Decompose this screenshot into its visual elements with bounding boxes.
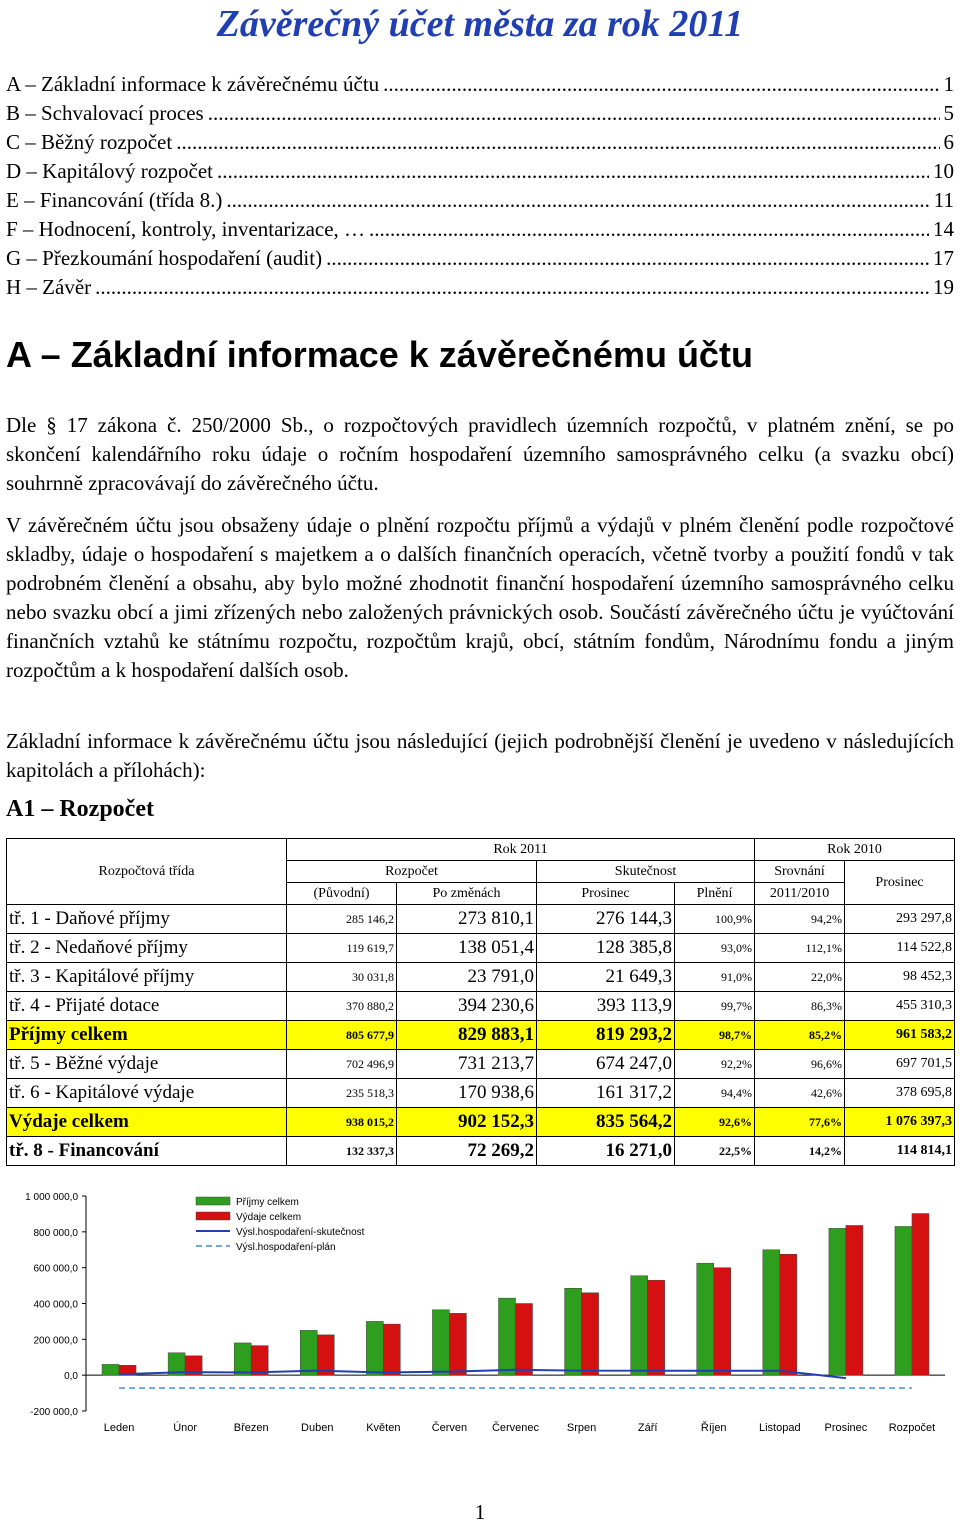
- row-label: tř. 6 - Kapitálové výdaje: [7, 1079, 287, 1108]
- x-tick-label: Srpen: [566, 1422, 597, 1434]
- header-srovnani-period: 2011/2010: [755, 883, 845, 905]
- cell-plneni: 94,4%: [675, 1079, 755, 1108]
- toc-entry[interactable]: [6, 72, 954, 101]
- y-tick-label: -200 000,0: [30, 1407, 78, 1418]
- bar-prijmy: [763, 1250, 780, 1375]
- header-rok-2011: Rok 2011: [287, 839, 755, 861]
- cell-plneni: 98,7%: [675, 1021, 755, 1050]
- toc-dot-leader: [383, 72, 939, 97]
- document-title: Závěrečný účet města za rok 2011: [216, 3, 744, 45]
- bar-prijmy: [234, 1343, 251, 1375]
- cell-prosinec-2010: 378 695,8: [845, 1079, 955, 1108]
- row-label: Výdaje celkem: [7, 1108, 287, 1137]
- header-plneni: Plnění: [675, 883, 755, 905]
- bar-vydaje: [912, 1214, 929, 1376]
- cell-po-zmenach: 829 883,1: [397, 1021, 537, 1050]
- toc-dot-leader: [208, 101, 940, 126]
- cell-puvodni: 285 146,2: [287, 905, 397, 934]
- line-vysledek-skutecnost: [119, 1370, 846, 1378]
- bar-prijmy: [565, 1288, 582, 1375]
- toc-entry[interactable]: [6, 275, 954, 304]
- header-skutecnost: Skutečnost: [537, 861, 755, 883]
- cell-puvodni: 132 337,3: [287, 1137, 397, 1166]
- toc-entry[interactable]: [6, 217, 954, 246]
- toc-dot-leader: [226, 188, 929, 213]
- toc-dot-leader: [326, 246, 929, 271]
- toc-entry-label: B – Schvalovací proces: [6, 101, 204, 125]
- cell-prosinec: 276 144,3: [537, 905, 675, 934]
- cell-po-zmenach: 138 051,4: [397, 934, 537, 963]
- toc-dot-leader: [369, 217, 929, 242]
- section-a-paragraph-3: Základní informace k závěrečnému účtu jsou následující (jejich podrobnější členění je uvedeno v následujících kapitolách a přílohách):: [6, 729, 954, 782]
- budget-table: [6, 838, 955, 1166]
- cell-srovnani: 86,3%: [755, 992, 845, 1021]
- toc-entry-label: G – Přezkoumání hospodaření (audit): [6, 246, 323, 270]
- cell-srovnani: 14,2%: [755, 1137, 845, 1166]
- header-rozpocet: Rozpočet: [287, 861, 537, 883]
- x-tick-label: Červen: [431, 1422, 468, 1434]
- table-row: [7, 1079, 955, 1108]
- cell-plneni: 93,0%: [675, 934, 755, 963]
- cell-srovnani: 77,6%: [755, 1108, 845, 1137]
- cell-srovnani: 22,0%: [755, 963, 845, 992]
- toc-entry-page: 10: [933, 159, 954, 183]
- legend-label: Příjmy celkem: [236, 1197, 299, 1208]
- bar-prijmy: [895, 1226, 912, 1375]
- toc-entry-page: 19: [933, 275, 954, 299]
- row-label: tř. 8 - Financování: [7, 1137, 287, 1166]
- cell-puvodni: 119 619,7: [287, 934, 397, 963]
- bar-prijmy: [102, 1364, 119, 1375]
- page-number: 1: [474, 1500, 486, 1524]
- cell-plneni: 92,2%: [675, 1050, 755, 1079]
- toc-entry-page: 14: [933, 217, 954, 241]
- bar-vydaje: [780, 1254, 797, 1375]
- legend-swatch: [196, 1212, 230, 1220]
- table-of-contents: [6, 72, 954, 304]
- table-row-total: [7, 1108, 955, 1137]
- toc-entry-page: 1: [943, 72, 954, 96]
- row-label: tř. 1 - Daňové příjmy: [7, 905, 287, 934]
- y-tick-label: 0,0: [64, 1371, 78, 1383]
- row-label: tř. 2 - Nedaňové příjmy: [7, 934, 287, 963]
- x-tick-label: Duben: [301, 1422, 334, 1434]
- header-rok-2010: Rok 2010: [755, 839, 955, 861]
- bar-prijmy: [631, 1276, 648, 1375]
- cell-plneni: 100,9%: [675, 905, 755, 934]
- x-tick-label: Leden: [103, 1422, 135, 1434]
- bar-vydaje: [317, 1335, 334, 1375]
- toc-entry[interactable]: [6, 246, 954, 275]
- bar-prijmy: [697, 1263, 714, 1375]
- row-label: tř. 5 - Běžné výdaje: [7, 1050, 287, 1079]
- bar-prijmy: [499, 1298, 516, 1375]
- bar-prijmy: [366, 1321, 383, 1375]
- cell-prosinec-2010: 961 583,2: [845, 1021, 955, 1050]
- cell-po-zmenach: 23 791,0: [397, 963, 537, 992]
- cell-prosinec-2010: 697 701,5: [845, 1050, 955, 1079]
- cell-srovnani: 94,2%: [755, 905, 845, 934]
- cell-prosinec: 128 385,8: [537, 934, 675, 963]
- cell-prosinec: 393 113,9: [537, 992, 675, 1021]
- cell-prosinec: 819 293,2: [537, 1021, 675, 1050]
- toc-entry[interactable]: [6, 188, 954, 217]
- cell-puvodni: 805 677,9: [287, 1021, 397, 1050]
- cell-plneni: 92,6%: [675, 1108, 755, 1137]
- budget-chart: [0, 1178, 960, 1448]
- header-prosinec-2010: Prosinec: [845, 861, 955, 905]
- toc-entry-label: E – Financování (třída 8.): [6, 188, 223, 212]
- bar-prijmy: [829, 1228, 846, 1375]
- cell-prosinec-2010: 455 310,3: [845, 992, 955, 1021]
- legend-label: Výsl.hospodaření-skutečnost: [236, 1227, 365, 1238]
- toc-entry-page: 6: [943, 130, 954, 154]
- bar-vydaje: [846, 1225, 863, 1375]
- cell-plneni: 99,7%: [675, 992, 755, 1021]
- legend-label: Výsl.hospodaření-plán: [236, 1242, 336, 1253]
- cell-prosinec: 674 247,0: [537, 1050, 675, 1079]
- table-row-total: [7, 1021, 955, 1050]
- toc-entry-label: D – Kapitálový rozpočet: [6, 159, 214, 183]
- table-row: [7, 963, 955, 992]
- cell-puvodni: 702 496,9: [287, 1050, 397, 1079]
- cell-prosinec-2010: 114 522,8: [845, 934, 955, 963]
- cell-po-zmenach: 72 269,2: [397, 1137, 537, 1166]
- toc-entry-label: C – Běžný rozpočet: [6, 130, 173, 154]
- toc-entry[interactable]: [6, 159, 954, 188]
- x-tick-label: Březen: [233, 1422, 269, 1434]
- header-puvodni: (Původní): [287, 883, 397, 905]
- bar-vydaje: [582, 1293, 599, 1375]
- bar-vydaje: [449, 1313, 466, 1375]
- toc-entry-page: 11: [933, 188, 954, 212]
- toc-dot-leader: [176, 130, 939, 155]
- y-tick-label: 1 000 000,0: [25, 1192, 78, 1203]
- cell-prosinec: 835 564,2: [537, 1108, 675, 1137]
- row-label: Příjmy celkem: [7, 1021, 287, 1050]
- bar-vydaje: [648, 1280, 665, 1375]
- cell-puvodni: 938 015,2: [287, 1108, 397, 1137]
- table-row: [7, 1050, 955, 1079]
- table-row: [7, 934, 955, 963]
- x-tick-label: Prosinec: [824, 1422, 868, 1434]
- cell-srovnani: 42,6%: [755, 1079, 845, 1108]
- toc-entry[interactable]: [6, 101, 954, 130]
- cell-srovnani: 112,1%: [755, 934, 845, 963]
- cell-prosinec: 21 649,3: [537, 963, 675, 992]
- x-tick-label: Září: [637, 1422, 658, 1434]
- cell-prosinec-2010: 114 814,1: [845, 1137, 955, 1166]
- section-a-paragraph-1: Dle § 17 zákona č. 250/2000 Sb., o rozpočtových pravidlech územních rozpočtů, v platném znění, se po skončení kalendářního roku údaje o ročním hospodaření územního samosprávného celku (a svazku obcí) souhrnně zpracovávají do závěrečného účtu.: [6, 413, 954, 495]
- cell-prosinec-2010: 293 297,8: [845, 905, 955, 934]
- toc-entry-label: H – Závěr: [6, 275, 92, 299]
- x-tick-label: Únor: [173, 1422, 198, 1434]
- cell-prosinec-2010: 1 076 397,3: [845, 1108, 955, 1137]
- toc-entry-page: 5: [943, 101, 954, 125]
- section-a1-heading: A1 – Rozpočet: [6, 796, 154, 822]
- x-tick-label: Rozpočet: [888, 1422, 936, 1434]
- x-tick-label: Květen: [366, 1422, 401, 1434]
- bar-prijmy: [300, 1330, 317, 1375]
- header-srovnani: Srovnání: [755, 861, 845, 883]
- header-rozpoctova-trida: Rozpočtová třída: [7, 839, 287, 905]
- toc-dot-leader: [217, 159, 929, 184]
- cell-plneni: 91,0%: [675, 963, 755, 992]
- toc-entry-label: F – Hodnocení, kontroly, inventarizace, …: [6, 217, 366, 241]
- bar-vydaje: [383, 1324, 400, 1375]
- cell-srovnani: 85,2%: [755, 1021, 845, 1050]
- cell-prosinec: 16 271,0: [537, 1137, 675, 1166]
- table-row: [7, 992, 955, 1021]
- row-label: tř. 3 - Kapitálové příjmy: [7, 963, 287, 992]
- table-row: [7, 1137, 955, 1166]
- y-tick-label: 400 000,0: [33, 1299, 78, 1311]
- row-label: tř. 4 - Přijaté dotace: [7, 992, 287, 1021]
- cell-po-zmenach: 170 938,6: [397, 1079, 537, 1108]
- cell-puvodni: 30 031,8: [287, 963, 397, 992]
- x-tick-label: Listopad: [759, 1422, 801, 1434]
- y-tick-label: 600 000,0: [33, 1263, 78, 1275]
- cell-prosinec: 161 317,2: [537, 1079, 675, 1108]
- cell-plneni: 22,5%: [675, 1137, 755, 1166]
- toc-entry-label: A – Základní informace k závěrečnému účtu: [6, 72, 380, 96]
- toc-dot-leader: [95, 275, 929, 300]
- x-tick-label: Říjen: [700, 1422, 727, 1434]
- toc-entry-page: 17: [933, 246, 954, 270]
- legend-label: Výdaje celkem: [236, 1212, 302, 1223]
- section-a-heading: A – Základní informace k závěrečnému účtu: [6, 334, 753, 375]
- cell-po-zmenach: 273 810,1: [397, 905, 537, 934]
- cell-po-zmenach: 731 213,7: [397, 1050, 537, 1079]
- cell-po-zmenach: 902 152,3: [397, 1108, 537, 1137]
- legend-swatch: [196, 1197, 230, 1205]
- bar-prijmy: [432, 1310, 449, 1375]
- bar-vydaje: [251, 1346, 268, 1376]
- section-a-paragraph-2: V závěrečném účtu jsou obsaženy údaje o plnění rozpočtu příjmů a výdajů v plném členění podle rozpočtové skladby, údaje o hospodaření s majetkem a o dalších finančních operacích, včetně tvorby a použití fondů v tak podrobném členění a obsahu, aby bylo možné zhodnotit finanční hospodaření územního samosprávného celku nebo svazku obcí a jimi zřízených nebo založených právnických osob. Součástí závěrečného účtu je vyúčtování finančních vztahů ke státnímu rozpočtu, rozpočtům krajů, obcí, státním fondům, Národnímu fondu a jiným rozpočtům a k hospodaření dalších osob.: [6, 513, 954, 682]
- y-tick-label: 800 000,0: [33, 1227, 78, 1239]
- cell-puvodni: 235 518,3: [287, 1079, 397, 1108]
- bar-vydaje: [516, 1304, 533, 1376]
- cell-puvodni: 370 880,2: [287, 992, 397, 1021]
- header-prosinec: Prosinec: [537, 883, 675, 905]
- table-row: [7, 905, 955, 934]
- header-po-zmenach: Po změnách: [397, 883, 537, 905]
- toc-entry[interactable]: [6, 130, 954, 159]
- x-tick-label: Červenec: [491, 1422, 540, 1434]
- y-tick-label: 200 000,0: [33, 1335, 78, 1347]
- cell-po-zmenach: 394 230,6: [397, 992, 537, 1021]
- cell-prosinec-2010: 98 452,3: [845, 963, 955, 992]
- bar-vydaje: [714, 1268, 731, 1376]
- cell-srovnani: 96,6%: [755, 1050, 845, 1079]
